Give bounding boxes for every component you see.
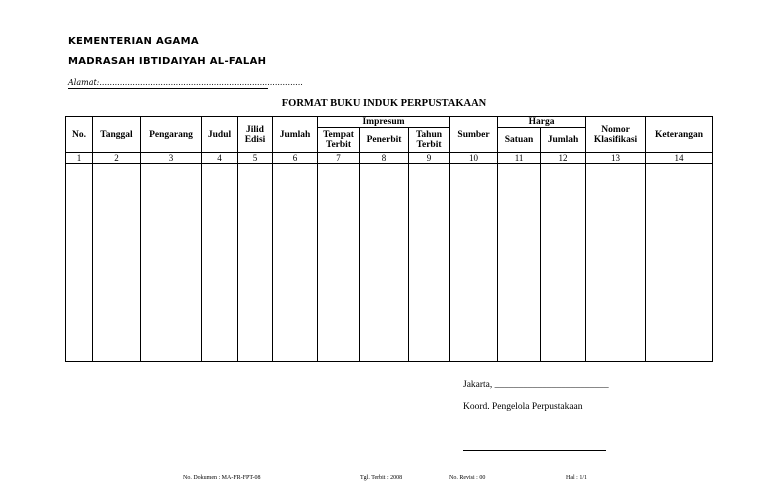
col-header-nomor-klasifikasi: Nomor Klasifikasi — [586, 117, 646, 153]
col-number: 9 — [409, 153, 450, 164]
empty-cell[interactable] — [409, 164, 450, 362]
footer-revision: No. Revisi : 00 — [449, 475, 486, 481]
col-number: 2 — [93, 153, 141, 164]
col-header-tahun-terbit: Tahun Terbit — [409, 128, 450, 153]
empty-cell[interactable] — [202, 164, 238, 362]
footer-published: Tgl. Terbit : 2008 — [360, 475, 403, 481]
page-title: FORMAT BUKU INDUK PERPUSTAKAAN — [281, 98, 487, 109]
ministry-heading: KEMENTERIAN AGAMA — [68, 36, 199, 47]
col-number: 3 — [141, 153, 202, 164]
empty-cell[interactable] — [238, 164, 273, 362]
empty-cell[interactable] — [93, 164, 141, 362]
col-number: 4 — [202, 153, 238, 164]
footer-doc-number: No. Dokumen : MA-FR-FPT-08 — [183, 475, 261, 481]
col-header-pengarang: Pengarang — [141, 117, 202, 153]
place-date-line: Jakarta, ________________________ — [463, 380, 609, 390]
empty-cell[interactable] — [141, 164, 202, 362]
empty-cell[interactable] — [646, 164, 713, 362]
empty-cell[interactable] — [318, 164, 360, 362]
col-number: 6 — [273, 153, 318, 164]
empty-cell[interactable] — [498, 164, 541, 362]
col-header-tempat-terbit: Tempat Terbit — [318, 128, 360, 153]
col-header-harga: Harga — [498, 117, 586, 128]
empty-cell[interactable] — [541, 164, 586, 362]
signatory-role: Koord. Pengelola Perpustakaan — [463, 402, 583, 412]
footer-page: Hal : 1/1 — [566, 475, 587, 481]
school-heading: MADRASAH IBTIDAIYAH AL-FALAH — [68, 56, 267, 67]
col-header-no: No. — [66, 117, 93, 153]
col-header-impresum: Impresum — [318, 117, 450, 128]
col-number: 1 — [66, 153, 93, 164]
col-header-sumber: Sumber — [450, 117, 498, 153]
col-number: 13 — [586, 153, 646, 164]
col-header-tanggal: Tanggal — [93, 117, 141, 153]
col-number: 8 — [360, 153, 409, 164]
col-header-keterangan: Keterangan — [646, 117, 713, 153]
col-number: 5 — [238, 153, 273, 164]
col-number: 14 — [646, 153, 713, 164]
col-header-harga-jumlah: Jumlah — [541, 128, 586, 153]
address-line: Alamat:................................................................................ — [68, 78, 303, 87]
empty-cell[interactable] — [360, 164, 409, 362]
col-header-judul: Judul — [202, 117, 238, 153]
empty-cell[interactable] — [273, 164, 318, 362]
col-header-satuan: Satuan — [498, 128, 541, 153]
col-header-jumlah: Jumlah — [273, 117, 318, 153]
col-number: 12 — [541, 153, 586, 164]
empty-cell[interactable] — [586, 164, 646, 362]
col-number: 7 — [318, 153, 360, 164]
library-register-table — [65, 116, 713, 362]
col-header-jilid-edisi: Jilid Edisi — [238, 117, 273, 153]
empty-cell[interactable] — [66, 164, 93, 362]
empty-cell[interactable] — [450, 164, 498, 362]
col-number: 10 — [450, 153, 498, 164]
col-header-penerbit: Penerbit — [360, 128, 409, 153]
col-number: 11 — [498, 153, 541, 164]
signature-line — [463, 450, 606, 451]
